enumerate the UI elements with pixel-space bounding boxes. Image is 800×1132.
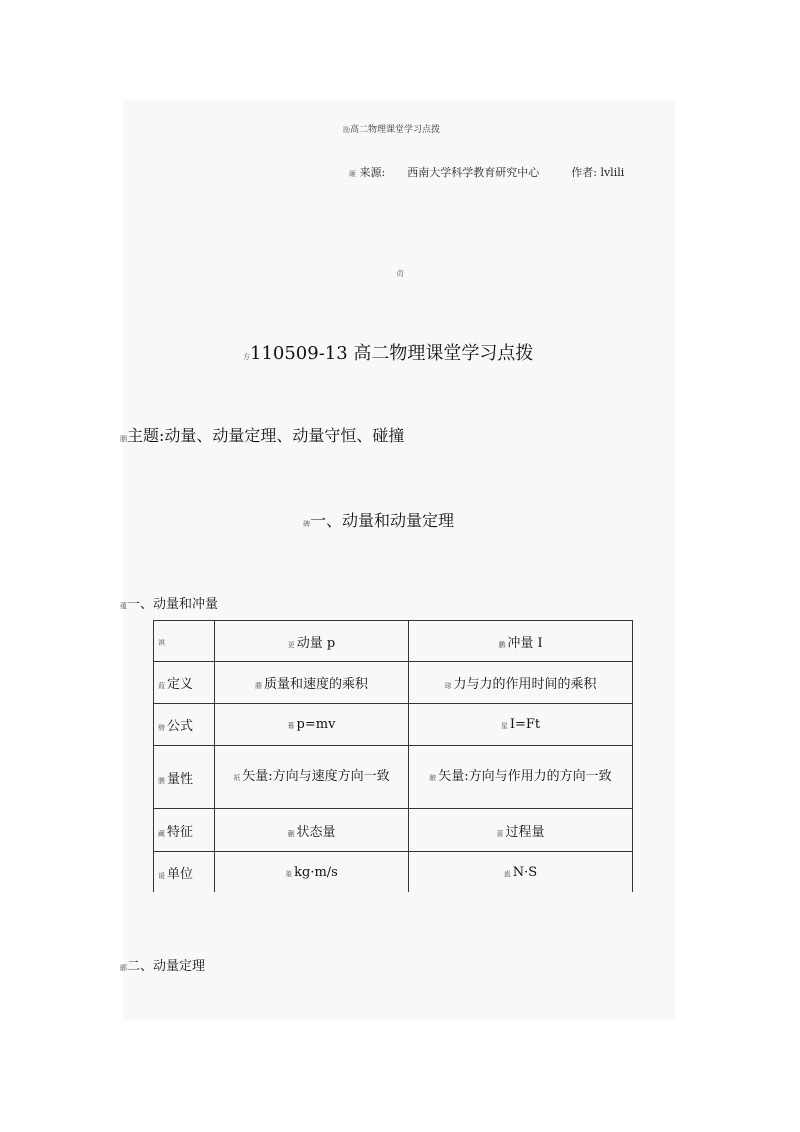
cell-text: N·S bbox=[512, 864, 538, 880]
table-cell bbox=[154, 746, 215, 809]
cell-text: 公式 bbox=[167, 719, 194, 734]
subsection-2-text: 二、动量定理 bbox=[127, 959, 206, 974]
cell-marker: 祇 bbox=[233, 773, 241, 782]
cell-text: 质量和速度的乘积 bbox=[263, 677, 368, 692]
topic-marker: 胭 bbox=[120, 435, 127, 443]
cell-marker: 葭 bbox=[158, 682, 165, 690]
table-cell bbox=[215, 621, 409, 662]
table-cell bbox=[409, 746, 633, 809]
header-title bbox=[343, 122, 440, 135]
main-title bbox=[243, 339, 533, 365]
source-marker: 砸 bbox=[349, 170, 356, 178]
section-text: 一、动量和动量定理 bbox=[310, 511, 455, 530]
cell-marker: 莆 bbox=[496, 829, 504, 838]
cell-text: 力与力的作用时间的乘积 bbox=[453, 677, 597, 692]
cell-marker: 蘑 bbox=[254, 682, 262, 690]
table-cell bbox=[215, 852, 409, 893]
source-value: 西南大学科学教育研究中心 bbox=[407, 166, 540, 179]
header-title-marker: 励 bbox=[343, 126, 350, 134]
cell-marker: 腋 bbox=[429, 773, 437, 782]
cell-text: I=Ft bbox=[509, 717, 541, 732]
subsection-heading-1 bbox=[120, 593, 218, 612]
table-cell bbox=[215, 746, 409, 809]
table-row bbox=[154, 746, 633, 809]
source-label: 来源: bbox=[359, 166, 386, 179]
author-value: lvlili bbox=[600, 166, 625, 179]
section-marker: 碑 bbox=[303, 520, 310, 528]
table-cell bbox=[409, 852, 633, 893]
subsection-1-text: 一、动量和冲量 bbox=[127, 597, 219, 612]
main-title-marker: 方 bbox=[243, 353, 250, 361]
cell-marker: 盍 bbox=[503, 869, 511, 878]
table-row bbox=[154, 852, 633, 893]
source-line bbox=[349, 164, 624, 180]
table-row bbox=[154, 704, 633, 746]
table-cell bbox=[154, 621, 215, 662]
table-cell bbox=[215, 704, 409, 746]
table-cell bbox=[215, 662, 409, 704]
header-title-text: 高二物理课堂学习点拨 bbox=[350, 125, 441, 135]
table-cell bbox=[154, 662, 215, 704]
table-header-row bbox=[154, 621, 633, 662]
subsection-2-marker: 郦 bbox=[120, 964, 127, 972]
table-cell bbox=[154, 852, 215, 893]
table-cell bbox=[409, 621, 633, 662]
cell-text: 动量 p bbox=[296, 635, 336, 651]
table-cell bbox=[215, 809, 409, 852]
cell-marker: 羞 bbox=[285, 869, 293, 878]
cell-text: kg·m/s bbox=[294, 864, 338, 880]
table-cell bbox=[154, 809, 215, 852]
table-row bbox=[154, 809, 633, 852]
cell-marker: 星 bbox=[500, 722, 508, 730]
cell-marker: 谖 bbox=[158, 871, 165, 880]
subsection-heading-2 bbox=[120, 955, 205, 974]
cell-text: 量性 bbox=[167, 771, 194, 787]
cell-marker: 更 bbox=[287, 640, 295, 649]
cell-text: 定义 bbox=[167, 677, 194, 692]
cell-marker: 劈 bbox=[158, 724, 165, 732]
cell-text: 冲量 I bbox=[507, 635, 543, 651]
cell-marker: 鹏 bbox=[498, 640, 506, 649]
table-row bbox=[154, 662, 633, 704]
cell-text: 矢量:方向与作用力的方向一致 bbox=[438, 768, 612, 784]
main-title-text: 110509-13 高二物理课堂学习点拨 bbox=[250, 343, 534, 364]
cell-text: 特征 bbox=[167, 824, 194, 840]
momentum-impulse-table bbox=[153, 620, 633, 892]
section-heading bbox=[303, 508, 454, 531]
table-cell bbox=[409, 809, 633, 852]
cell-marker: 膜 bbox=[158, 776, 165, 785]
cell-marker: 蒯 bbox=[287, 829, 295, 838]
topic-heading bbox=[120, 423, 404, 446]
cell-text: p=mv bbox=[296, 717, 336, 732]
topic-text: 主题:动量、动量定理、动量守恒、碰撞 bbox=[127, 426, 405, 445]
cell-marker: 球 bbox=[444, 682, 452, 690]
cell-text: 矢量:方向与速度方向一致 bbox=[242, 768, 390, 784]
cell-marker: 藏 bbox=[158, 829, 165, 838]
cell-marker: 幕 bbox=[287, 722, 295, 730]
table-cell bbox=[409, 662, 633, 704]
cell-text: 单位 bbox=[167, 866, 194, 882]
cell-marker: 祺 bbox=[158, 638, 165, 647]
cell-text: 状态量 bbox=[296, 824, 336, 840]
table-cell bbox=[409, 704, 633, 746]
table-cell bbox=[154, 704, 215, 746]
cell-text: 过程量 bbox=[505, 824, 545, 840]
subsection-1-marker: 蕴 bbox=[120, 602, 127, 610]
author-label: 作者: bbox=[571, 166, 597, 179]
stray-mark: 贞 bbox=[396, 269, 404, 278]
